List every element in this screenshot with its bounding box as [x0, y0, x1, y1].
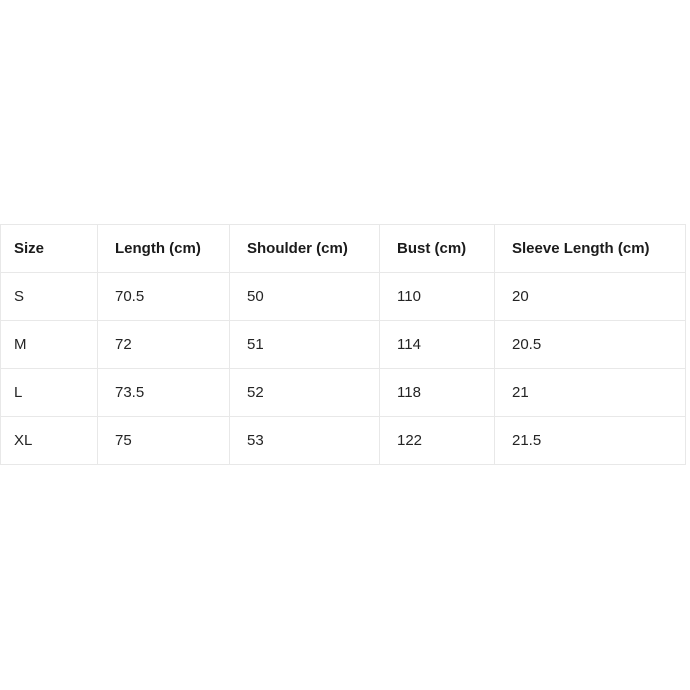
length-cell: 73.5	[98, 369, 230, 417]
header-sleeve-length: Sleeve Length (cm)	[495, 225, 686, 273]
size-chart	[0, 224, 686, 465]
sleeve-length-cell: 21.5	[495, 417, 686, 465]
length-cell: 75	[98, 417, 230, 465]
sleeve-length-cell: 21	[495, 369, 686, 417]
header-length: Length (cm)	[98, 225, 230, 273]
size-chart-table	[0, 224, 686, 465]
sleeve-length-cell: 20.5	[495, 321, 686, 369]
table-row-s	[1, 273, 686, 321]
shoulder-cell: 50	[230, 273, 380, 321]
table-row-l	[1, 369, 686, 417]
header-shoulder: Shoulder (cm)	[230, 225, 380, 273]
shoulder-cell: 53	[230, 417, 380, 465]
shoulder-cell: 51	[230, 321, 380, 369]
length-cell: 70.5	[98, 273, 230, 321]
table-row-m	[1, 321, 686, 369]
size-cell: XL	[1, 417, 98, 465]
bust-cell: 110	[380, 273, 495, 321]
sleeve-length-cell: 20	[495, 273, 686, 321]
size-cell: L	[1, 369, 98, 417]
header-size: Size	[1, 225, 98, 273]
header-row	[1, 225, 686, 273]
header-bust: Bust (cm)	[380, 225, 495, 273]
size-cell: S	[1, 273, 98, 321]
bust-cell: 122	[380, 417, 495, 465]
bust-cell: 114	[380, 321, 495, 369]
length-cell: 72	[98, 321, 230, 369]
bust-cell: 118	[380, 369, 495, 417]
table-row-xl	[1, 417, 686, 465]
shoulder-cell: 52	[230, 369, 380, 417]
size-cell: M	[1, 321, 98, 369]
